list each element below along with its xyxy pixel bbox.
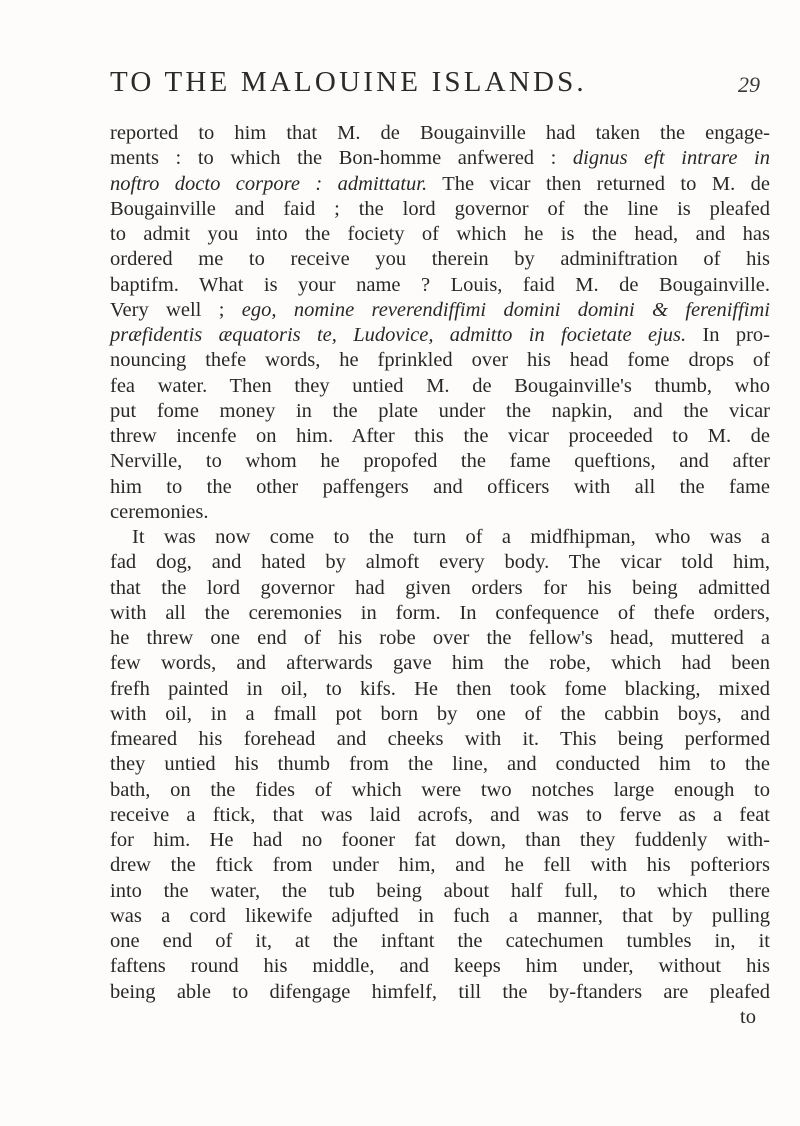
text-line: ordered me to receive you therein by adminiftration of his (110, 248, 770, 271)
text-line: bath, on the fides of which were two notches large enough to (110, 778, 770, 801)
text-line: reported to him that M. de Bougainville had taken the engage- (110, 122, 770, 144)
text-line: one end of it, at the inftant the catechumen tumbles in, it (110, 930, 770, 952)
text-line: put fome money in the plate under the napkin, and the vicar (110, 399, 770, 422)
text-line: they untied his thumb from the line, and conducted him to the (110, 753, 770, 776)
text-line: præfidentis æquatoris te, Ludovice, admitto in focietate ejus. In pro- (110, 324, 771, 346)
text-line: for him. He had no fooner fat down, than they fuddenly with- (110, 829, 770, 851)
text-line: with all the ceremonies in form. In confequence of thefe orders, (110, 601, 770, 624)
text-line: faftens round his middle, and keeps him under, without his (110, 955, 770, 978)
page-number: 29 (738, 72, 760, 97)
text-line: to admit you into the fociety of which he is the head, and has (110, 223, 770, 245)
text-line: ceremonies. (110, 500, 209, 523)
text-line: Nerville, to whom he propofed the fame queftions, and after (110, 450, 770, 473)
text-line: fmeared his forehead and cheeks with it. This being performed (110, 728, 770, 750)
text-line: fea water. Then they untied M. de Bougainville's thumb, who (110, 374, 770, 397)
text-line: ments : to which the Bon-homme anfwered : dignus eft intrare in (110, 147, 770, 170)
text-line: drew the ftick from under him, and he fell with his pofteriors (110, 854, 770, 877)
text-line: threw incenfe on him. After this the vicar proceeded to M. de (110, 425, 770, 447)
text-line: receive a ftick, that was laid acrofs, and was to ferve as a feat (110, 803, 770, 826)
catchword: to (740, 1005, 756, 1028)
text-line: Very well ; ego, nomine reverendiffimi domini domini & fereniffimi (110, 298, 770, 321)
text-line: It was now come to the turn of a midfhipman, who was a (132, 526, 770, 548)
text-line: baptifm. What is your name ? Louis, faid M. de Bougainville. (110, 273, 770, 296)
text-line: Bougainville and faid ; the lord governor of the line is pleafed (110, 197, 770, 220)
text-line: he threw one end of his robe over the fellow's head, muttered a (110, 627, 770, 649)
text-line: nouncing thefe words, he fprinkled over his head fome drops of (110, 349, 770, 372)
text-line: noftro docto corpore : admittatur. The vicar then returned to M. de (110, 172, 770, 195)
text-line: into the water, the tub being about half full, to which there (110, 879, 770, 902)
body-text (110, 121, 770, 1030)
text-line: frefh painted in oil, to kifs. He then took fome blacking, mixed (110, 677, 770, 700)
text-line: was a cord likewife adjufted in fuch a manner, that by pulling (110, 904, 770, 927)
text-line: being able to difengage himfelf, till the by-ftanders are pleafed (110, 980, 770, 1003)
text-line: with oil, in a fmall pot born by one of the cabbin boys, and (110, 702, 770, 725)
page-header (110, 66, 760, 106)
text-line: that the lord governor had given orders for his being admitted (110, 576, 770, 599)
running-head: TO THE MALOUINE ISLANDS. (110, 66, 587, 98)
text-line: fad dog, and hated by almoft every body. The vicar told him, (110, 551, 770, 574)
text-line: few words, and afterwards gave him the robe, which had been (110, 652, 770, 675)
text-line: him to the other paffengers and officers with all the fame (110, 475, 770, 498)
